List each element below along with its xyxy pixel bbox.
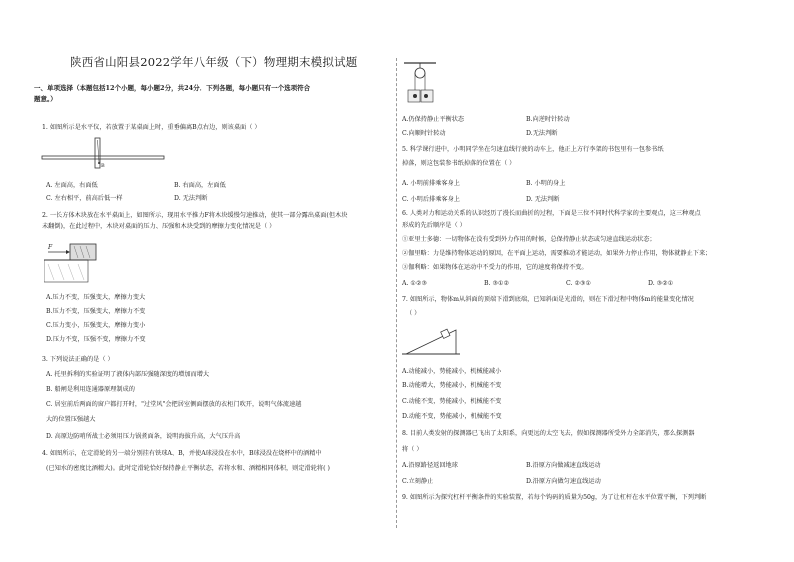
q8-stem-line1: 8. 目前人类发射的探测器已飞出了太阳系，向更远的太空飞去，假如探测器所受外力全部消失，那么探测器 bbox=[402, 430, 695, 437]
q6-option-c: C. ②③① bbox=[566, 280, 592, 287]
q9-stem: 9. 如图所示为探究杠杆平衡条件的实验装置，若每个钩码的质量为50g，为了让杠杆在水平位置平衡，下列判断 bbox=[402, 494, 707, 501]
q3-stem: 3. 下列说法正确的是（ ） bbox=[42, 356, 114, 363]
q5-stem-line2: 掉落，则这包装参书纸掉落的位置在（ ） bbox=[402, 160, 516, 167]
q1-option-c: C. 左右相平，前高后低一样 bbox=[46, 195, 123, 202]
q7-incline-figure bbox=[402, 322, 462, 358]
q8-stem-line2: 将（ ） bbox=[402, 446, 423, 453]
q7-blank: （ ） bbox=[406, 310, 421, 317]
q2-block-figure bbox=[44, 240, 104, 286]
page-title: 陕西省山阳县2022学年八年级（下）物理期末模拟试题 bbox=[70, 55, 358, 69]
q1-option-b: B. 右面高，左面低 bbox=[174, 182, 226, 189]
q1-figure-label: B bbox=[101, 163, 105, 169]
q8-option-d: D.沿原方向做匀速直线运动 bbox=[526, 478, 601, 485]
q1-option-a: A. 左面高，右面低 bbox=[46, 182, 98, 189]
q8-option-b: B.沿原方向做减速直线运动 bbox=[526, 462, 601, 469]
q3-option-d: D. 高原边防哨所战士必须用压力锅煮面条，说明海拔升高，大气压升高 bbox=[46, 433, 241, 440]
q2-option-b: B.压力不变，压强变大，摩擦力不变 bbox=[46, 308, 146, 315]
q4-option-d: D.无法判断 bbox=[526, 130, 558, 137]
q6-view-1: ①亚里士多德：一切物体在没有受到外力作用的时候，总保持静止状态或匀速直线运动状态； bbox=[402, 236, 656, 243]
q4-pulley-figure bbox=[402, 60, 438, 106]
q6-option-b: B. ③①② bbox=[484, 280, 510, 287]
left-column bbox=[34, 0, 388, 562]
q4-option-b: B.向逆时针转动 bbox=[526, 116, 570, 123]
q1-level-figure bbox=[40, 136, 166, 172]
q6-view-2: ②伽里略：力是维持物体运动的原因，在平面上运动，需要推动才能运动，如果外力停止作用，物体就静止下来； bbox=[402, 250, 712, 257]
q3-option-a: A. 托里拆利的实验证明了液体内部压强随深度的增加而增大 bbox=[46, 371, 210, 378]
q8-option-a: A.沿原路径返回地球 bbox=[402, 462, 458, 469]
q7-option-c: C.动能不变，势能减小，机械能不变 bbox=[402, 398, 502, 405]
q3-option-c-line2: 大的位置压强越大 bbox=[46, 416, 96, 423]
section-heading-line1: 一、单项选择（本题包括12个小题，每小题2分，共24分．下列各题，每小题只有一个选项符合 bbox=[34, 84, 311, 92]
q2-option-c: C.压力变小，压强变大，摩擦力变小 bbox=[46, 322, 146, 329]
q2-stem-line2: 未翻倒)，在此过程中，木块对桌面的压力、压强和木块受到的摩擦力变化情况是（ ） bbox=[42, 223, 276, 230]
q4-stem-line2: (已知水的密度比酒精大)。此时定滑轮恰好保持静止平衡状态，若将水和、酒精相同体积，则定滑轮将( ) bbox=[46, 465, 330, 472]
q2-option-d: D.压力不变，压强不变，摩擦力不变 bbox=[46, 336, 146, 343]
q5-option-a: A. 小明前排乘客身上 bbox=[402, 180, 460, 187]
q5-option-d: D. 无法判断 bbox=[526, 196, 560, 203]
q5-option-c: C. 小明后排乘客身上 bbox=[402, 196, 460, 203]
q6-option-a: A. ①②③ bbox=[402, 280, 428, 287]
q3-option-c-line1: C. 居室前后两面的窗户都打开时，"过堂风"会把居室侧面摆放的衣柜门吹开，说明气体流速越 bbox=[46, 401, 302, 408]
column-divider bbox=[396, 58, 397, 528]
q2-option-a: A.压力不变，压强变大，摩擦力变大 bbox=[46, 294, 146, 301]
q1-option-d: D. 无法判断 bbox=[174, 195, 208, 202]
q7-stem: 7. 如图所示，物体m从斜面的顶端下滑到底端，已知斜面是光滑的，则在下滑过程中物体m的能量变化情况 bbox=[402, 296, 694, 303]
q7-option-d: D.动能不变，势能减小，机械能不变 bbox=[402, 413, 502, 420]
q8-option-c: C.立刻静止 bbox=[402, 478, 434, 485]
q4-option-a: A.仍保持静止平衡状态 bbox=[402, 116, 465, 123]
q3-option-b: B. 船闸是利用连通器原理制成的 bbox=[46, 386, 135, 393]
q5-stem-line1: 5. 科学课行进中，小明同学坐在匀速直线行驶的动车上，他正上方行李架的书包里有一包参书纸 bbox=[402, 146, 664, 153]
q6-view-3: ③伽利略：如果物体在运动中不受力的作用，它的速度将保持不变。 bbox=[402, 264, 588, 271]
q7-option-a: A.动能减小，势能减小，机械能减小 bbox=[402, 368, 502, 375]
q5-option-b: B. 小明的身上 bbox=[526, 180, 566, 187]
q2-stem-line1: 2. 一长方体木块放在水平桌面上，如图所示，现用水平推力F将木块缓慢匀速推动，使其一部分露出桌面(但木块 bbox=[42, 212, 348, 219]
q2-figure-label: F bbox=[48, 244, 53, 251]
q7-option-b: B.动能增大，势能减小，机械能不变 bbox=[402, 382, 502, 389]
q6-stem-line2: 形成的先后顺序是（ ） bbox=[402, 222, 466, 229]
q1-stem: 1. 如图所示是水平仪，若放置于某桌面上时，重垂偏离B点右边，则该桌面（ ） bbox=[42, 124, 261, 131]
q4-stem-line1: 4. 如图所示，在定滑轮的另一端分别挂有铁球A、B，并使A球浸没在水中，B球浸没在烧杯中的酒精中 bbox=[42, 450, 322, 457]
q6-option-d: D. ③②① bbox=[648, 280, 674, 287]
q4-option-c: C.向顺时针转动 bbox=[402, 130, 446, 137]
section-heading-line2: 题意。） bbox=[34, 95, 57, 103]
right-column bbox=[402, 0, 764, 562]
q6-stem-line1: 6. 人类对力和运动关系的认识经历了漫长而曲折的过程，下面是三位不同时代科学家的主要观点，这三种观点 bbox=[402, 210, 701, 217]
